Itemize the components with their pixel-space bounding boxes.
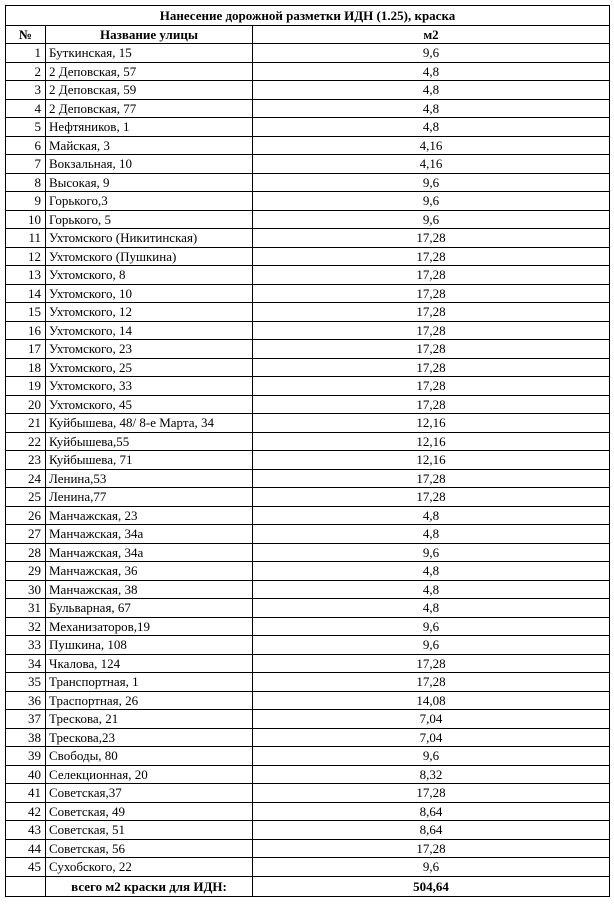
row-number: 16: [6, 321, 46, 340]
header-name: Название улицы: [46, 26, 253, 44]
street-name: Селекционная, 20: [46, 765, 253, 784]
area-value: 8,64: [253, 821, 610, 840]
table-row: [6, 617, 610, 636]
area-value: 4,8: [253, 506, 610, 525]
area-value: 12,16: [253, 432, 610, 451]
area-value: 8,64: [253, 802, 610, 821]
street-name: Ухтомского, 10: [46, 284, 253, 303]
area-value: 4,16: [253, 136, 610, 155]
total-row: [6, 876, 610, 896]
row-number: 7: [6, 155, 46, 174]
area-value: 4,8: [253, 62, 610, 81]
table-row: [6, 155, 610, 174]
row-number: 42: [6, 802, 46, 821]
street-name: Советская, 56: [46, 839, 253, 858]
row-number: 44: [6, 839, 46, 858]
street-name: Ухтомского, 25: [46, 358, 253, 377]
row-number: 6: [6, 136, 46, 155]
area-value: 17,28: [253, 303, 610, 322]
table-row: [6, 136, 610, 155]
table-row: [6, 543, 610, 562]
area-value: 4,16: [253, 155, 610, 174]
table-row: [6, 118, 610, 137]
table-row: [6, 469, 610, 488]
row-number: 29: [6, 562, 46, 581]
row-number: 43: [6, 821, 46, 840]
area-value: 17,28: [253, 488, 610, 507]
row-number: 15: [6, 303, 46, 322]
table-row: [6, 599, 610, 618]
area-value: 9,6: [253, 44, 610, 63]
area-value: 17,28: [253, 266, 610, 285]
street-name: Высокая, 9: [46, 173, 253, 192]
street-name: Ухтомского, 33: [46, 377, 253, 396]
street-name: Свободы, 80: [46, 747, 253, 766]
area-value: 9,6: [253, 747, 610, 766]
area-value: 4,8: [253, 599, 610, 618]
street-name: Нефтяников, 1: [46, 118, 253, 137]
row-number: 5: [6, 118, 46, 137]
street-name: Ухтомского (Пушкина): [46, 247, 253, 266]
area-value: 17,28: [253, 654, 610, 673]
street-name: Манчажская, 34а: [46, 525, 253, 544]
table-row: [6, 62, 610, 81]
area-value: 4,8: [253, 525, 610, 544]
area-value: 9,6: [253, 636, 610, 655]
table-row: [6, 229, 610, 248]
table-row: [6, 784, 610, 803]
street-name: 2 Деповская, 59: [46, 81, 253, 100]
row-number: 35: [6, 673, 46, 692]
area-value: 7,04: [253, 728, 610, 747]
area-value: 17,28: [253, 321, 610, 340]
street-name: Ленина,77: [46, 488, 253, 507]
row-number: 10: [6, 210, 46, 229]
table-row: [6, 192, 610, 211]
street-name: Буткинская, 15: [46, 44, 253, 63]
table-row: [6, 173, 610, 192]
row-number: 38: [6, 728, 46, 747]
street-name: Ухтомского, 14: [46, 321, 253, 340]
row-number: 31: [6, 599, 46, 618]
row-number: 12: [6, 247, 46, 266]
row-number: 21: [6, 414, 46, 433]
street-name: Советская, 49: [46, 802, 253, 821]
table-row: [6, 340, 610, 359]
table-row: [6, 710, 610, 729]
table-row: [6, 44, 610, 63]
area-value: 17,28: [253, 784, 610, 803]
table-row: [6, 728, 610, 747]
area-value: 4,8: [253, 580, 610, 599]
row-number: 33: [6, 636, 46, 655]
table-row: [6, 580, 610, 599]
area-value: 9,6: [253, 210, 610, 229]
row-number: 17: [6, 340, 46, 359]
row-number: 39: [6, 747, 46, 766]
row-number: 9: [6, 192, 46, 211]
street-name: Трескова,23: [46, 728, 253, 747]
street-name: Ухтомского, 12: [46, 303, 253, 322]
table-row: [6, 303, 610, 322]
area-value: 17,28: [253, 469, 610, 488]
table-row: [6, 802, 610, 821]
table-row: [6, 562, 610, 581]
street-name: Куйбышева, 71: [46, 451, 253, 470]
row-number: 2: [6, 62, 46, 81]
area-value: 4,8: [253, 99, 610, 118]
table-row: [6, 395, 610, 414]
street-name: 2 Деповская, 77: [46, 99, 253, 118]
row-number: 1: [6, 44, 46, 63]
area-value: 8,32: [253, 765, 610, 784]
street-name: Пушкина, 108: [46, 636, 253, 655]
street-name: Советская,37: [46, 784, 253, 803]
street-name: Механизаторов,19: [46, 617, 253, 636]
row-number: 27: [6, 525, 46, 544]
street-name: Манчажская, 23: [46, 506, 253, 525]
street-name: Ленина,53: [46, 469, 253, 488]
table-row: [6, 858, 610, 877]
table-row: [6, 525, 610, 544]
row-number: 45: [6, 858, 46, 877]
area-value: 17,28: [253, 340, 610, 359]
area-value: 9,6: [253, 543, 610, 562]
header-value: м2: [253, 26, 610, 44]
area-value: 17,28: [253, 358, 610, 377]
total-label: всего м2 краски для ИДН:: [46, 876, 253, 896]
table-row: [6, 81, 610, 100]
area-value: 9,6: [253, 173, 610, 192]
row-number: 8: [6, 173, 46, 192]
area-value: 12,16: [253, 414, 610, 433]
area-value: 9,6: [253, 617, 610, 636]
table-row: [6, 451, 610, 470]
row-number: 34: [6, 654, 46, 673]
area-value: 4,8: [253, 562, 610, 581]
row-number: 22: [6, 432, 46, 451]
row-number: 11: [6, 229, 46, 248]
row-number: 24: [6, 469, 46, 488]
area-value: 9,6: [253, 858, 610, 877]
table-row: [6, 839, 610, 858]
area-value: 17,28: [253, 377, 610, 396]
table-row: [6, 821, 610, 840]
row-number: 19: [6, 377, 46, 396]
row-number: 40: [6, 765, 46, 784]
street-name: Бульварная, 67: [46, 599, 253, 618]
street-name: Советская, 51: [46, 821, 253, 840]
table-row: [6, 99, 610, 118]
row-number: 25: [6, 488, 46, 507]
table-row: [6, 210, 610, 229]
street-name: Трескова, 21: [46, 710, 253, 729]
table-row: [6, 673, 610, 692]
table-row: [6, 377, 610, 396]
row-number: 26: [6, 506, 46, 525]
street-name: Ухтомского, 45: [46, 395, 253, 414]
street-name: Вокзальная, 10: [46, 155, 253, 174]
street-name: Куйбышева, 48/ 8-е Марта, 34: [46, 414, 253, 433]
total-empty-cell: [6, 876, 46, 896]
area-value: 17,28: [253, 284, 610, 303]
table-row: [6, 691, 610, 710]
area-value: 4,8: [253, 81, 610, 100]
row-number: 13: [6, 266, 46, 285]
street-name: Траспортная, 26: [46, 691, 253, 710]
area-value: 17,28: [253, 395, 610, 414]
table-header-row: [6, 26, 610, 44]
street-name: Ухтомского, 23: [46, 340, 253, 359]
area-value: 17,28: [253, 247, 610, 266]
table-row: [6, 284, 610, 303]
street-name: Ухтомского (Никитинская): [46, 229, 253, 248]
paint-table: [5, 5, 610, 897]
row-number: 37: [6, 710, 46, 729]
table-row: [6, 414, 610, 433]
table-row: [6, 747, 610, 766]
row-number: 14: [6, 284, 46, 303]
table-row: [6, 488, 610, 507]
table-row: [6, 506, 610, 525]
row-number: 18: [6, 358, 46, 377]
table-row: [6, 321, 610, 340]
area-value: 7,04: [253, 710, 610, 729]
total-value: 504,64: [253, 876, 610, 896]
area-value: 4,8: [253, 118, 610, 137]
area-value: 14,08: [253, 691, 610, 710]
street-name: 2 Деповская, 57: [46, 62, 253, 81]
table-row: [6, 266, 610, 285]
row-number: 30: [6, 580, 46, 599]
row-number: 32: [6, 617, 46, 636]
table-row: [6, 432, 610, 451]
street-name: Ухтомского, 8: [46, 266, 253, 285]
street-name: Манчажская, 36: [46, 562, 253, 581]
row-number: 4: [6, 99, 46, 118]
area-value: 9,6: [253, 192, 610, 211]
header-num: №: [6, 26, 46, 44]
area-value: 17,28: [253, 839, 610, 858]
street-name: Куйбышева,55: [46, 432, 253, 451]
table-row: [6, 765, 610, 784]
table-row: [6, 654, 610, 673]
street-name: Манчажская, 34а: [46, 543, 253, 562]
street-name: Горького,3: [46, 192, 253, 211]
area-value: 17,28: [253, 673, 610, 692]
row-number: 36: [6, 691, 46, 710]
area-value: 17,28: [253, 229, 610, 248]
table-title-row: [6, 6, 610, 26]
table-row: [6, 247, 610, 266]
area-value: 12,16: [253, 451, 610, 470]
row-number: 41: [6, 784, 46, 803]
street-name: Транспортная, 1: [46, 673, 253, 692]
table-row: [6, 636, 610, 655]
row-number: 3: [6, 81, 46, 100]
table-body: [6, 44, 610, 877]
street-name: Сухобского, 22: [46, 858, 253, 877]
row-number: 23: [6, 451, 46, 470]
street-name: Чкалова, 124: [46, 654, 253, 673]
row-number: 28: [6, 543, 46, 562]
street-name: Манчажская, 38: [46, 580, 253, 599]
document-page: [5, 5, 609, 897]
street-name: Майская, 3: [46, 136, 253, 155]
street-name: Горького, 5: [46, 210, 253, 229]
table-title: Нанесение дорожной разметки ИДН (1.25), краска: [6, 6, 610, 26]
table-row: [6, 358, 610, 377]
row-number: 20: [6, 395, 46, 414]
